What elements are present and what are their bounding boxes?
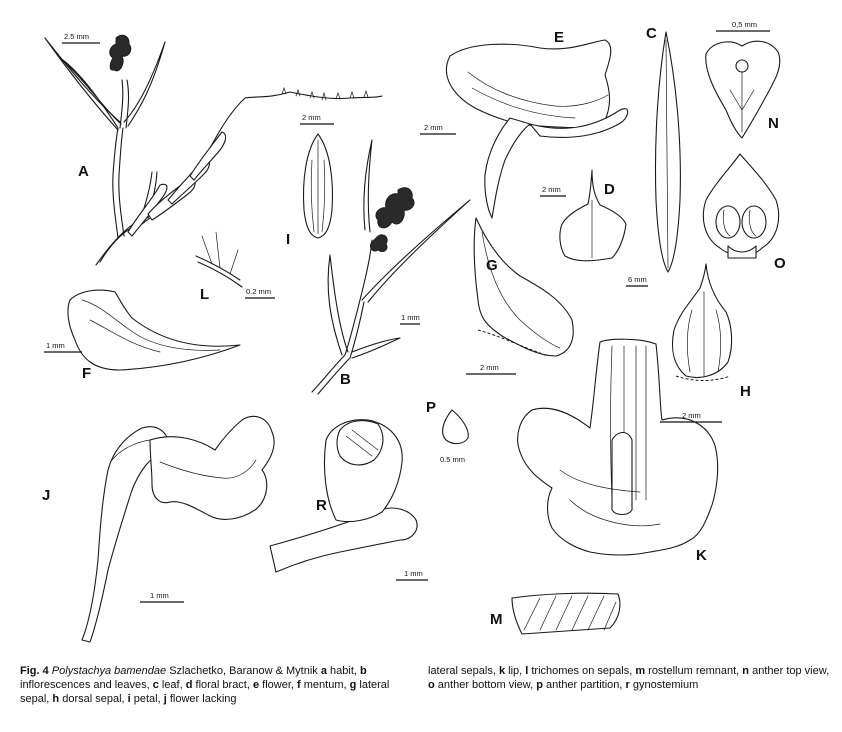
scale-label-g: 2 mm — [480, 363, 499, 372]
caption-item-key-b: b — [360, 665, 367, 677]
scale-label-p: 0.5 mm — [440, 455, 466, 464]
scale-label-j: 1 mm — [150, 591, 169, 600]
caption-item-key-d: d — [185, 679, 193, 692]
panel-o-anther-bottom — [703, 154, 786, 272]
caption-item-text-n: anther top view, — [749, 665, 830, 677]
panel-label-c: C — [646, 25, 657, 42]
scale-label-e: 2 mm — [424, 123, 443, 132]
caption-item-key-h: h — [52, 693, 60, 706]
panel-label-l: L — [200, 286, 210, 303]
panel-n-anther-top — [706, 20, 780, 138]
scale-label-b: 1 mm — [401, 313, 420, 322]
panel-j-flower — [42, 416, 274, 642]
caption-item-key-f: f — [297, 679, 301, 692]
caption-item-text-e: flower, — [259, 679, 298, 692]
panel-label-r: R — [316, 497, 327, 514]
panel-p-anther-partition — [426, 399, 468, 464]
caption-item-text-r: gynostemium — [629, 679, 699, 692]
panel-label-e: E — [554, 29, 565, 46]
caption-right-column — [428, 664, 830, 692]
caption-item-text-a: habit, — [326, 665, 360, 677]
caption-figure-number: Fig. 4 — [20, 665, 49, 677]
caption-item-key-g: g — [349, 679, 357, 692]
panel-label-h: H — [740, 383, 751, 400]
panel-i-petal — [286, 113, 334, 248]
caption-item-text-g: lateral sepal, — [20, 679, 390, 706]
panel-r-gynostemium — [270, 420, 428, 580]
caption-item-text-i: petal, — [130, 693, 164, 706]
caption-item-key-l: l — [525, 665, 529, 677]
caption-item-text-b: inflorescences and leaves, — [20, 679, 153, 692]
caption-item-text-c: leaf, — [158, 679, 186, 692]
panel-f-mentum — [44, 290, 240, 382]
caption-item-text-m: rostellum remnant, — [645, 665, 743, 677]
panel-label-i: I — [286, 231, 291, 248]
caption-item-key-k: k — [498, 665, 506, 677]
caption-item-text-f: mentum, — [300, 679, 350, 692]
caption-species: Polystachya bamendae — [51, 665, 167, 677]
panel-l-trichomes — [196, 232, 275, 303]
panel-label-d: D — [604, 181, 615, 198]
scale-label-l: 0.2 mm — [246, 287, 272, 296]
caption-item-key-m: m — [635, 665, 646, 677]
caption-item-text-d: floral bract, — [192, 679, 253, 692]
caption-item-key-e: e — [252, 679, 260, 692]
panel-h-dorsal-sepal — [673, 264, 751, 400]
panel-label-j: J — [42, 487, 51, 504]
caption-item-text-j: flower lacking — [166, 693, 237, 706]
panel-label-n: N — [768, 115, 779, 132]
scale-label-i: 2 mm — [302, 113, 321, 122]
panel-e-flower — [420, 29, 628, 218]
panel-c-leaf — [626, 25, 680, 286]
caption-item-key-j: j — [163, 693, 167, 706]
caption-item-key-p: p — [536, 679, 543, 692]
panel-label-k: K — [696, 547, 707, 564]
caption-item-key-a: a — [320, 665, 327, 677]
caption-authors: Szlachetko, Baranow & Mytnik — [166, 665, 318, 677]
panel-label-f: F — [82, 365, 92, 382]
caption-item-text-h: dorsal sepal, — [59, 693, 128, 706]
panel-label-o: O — [774, 255, 786, 272]
caption-left-column — [20, 664, 412, 707]
panel-b-inflorescence — [312, 140, 470, 394]
scale-label-r: 1 mm — [404, 569, 423, 578]
panel-d-bract — [540, 170, 626, 261]
caption-item-text-o: anther bottom view, — [434, 679, 537, 692]
caption-item-key-r: r — [625, 679, 630, 692]
scale-label-n: 0,5 mm — [732, 20, 758, 29]
panel-g-lateral-sepal — [466, 218, 573, 374]
caption-item-key-c: c — [152, 679, 159, 692]
scale-label-c: 6 mm — [628, 275, 647, 284]
caption-item-text-k: lip, — [505, 665, 526, 677]
panel-label-p: P — [426, 399, 437, 416]
scale-label-k: 2 mm — [682, 411, 701, 420]
caption-right-lead: lateral sepals, — [428, 665, 499, 677]
caption-item-text-l: trichomes on sepals, — [528, 665, 636, 677]
panel-a-habit — [45, 32, 382, 265]
panel-label-g: G — [486, 257, 498, 274]
scale-label-a: 2.5 mm — [64, 32, 90, 41]
caption-item-key-o: o — [428, 679, 435, 692]
scale-label-d: 2 mm — [542, 185, 561, 194]
caption-item-key-i: i — [127, 693, 131, 706]
panel-label-m: M — [490, 611, 503, 628]
scale-label-f: 1 mm — [46, 341, 65, 350]
panel-label-a: A — [78, 163, 89, 180]
panel-label-b: B — [340, 371, 351, 388]
caption-item-key-n: n — [742, 665, 750, 677]
panel-m-rostellum — [490, 593, 620, 634]
caption-item-text-p: anther partition, — [542, 679, 626, 692]
